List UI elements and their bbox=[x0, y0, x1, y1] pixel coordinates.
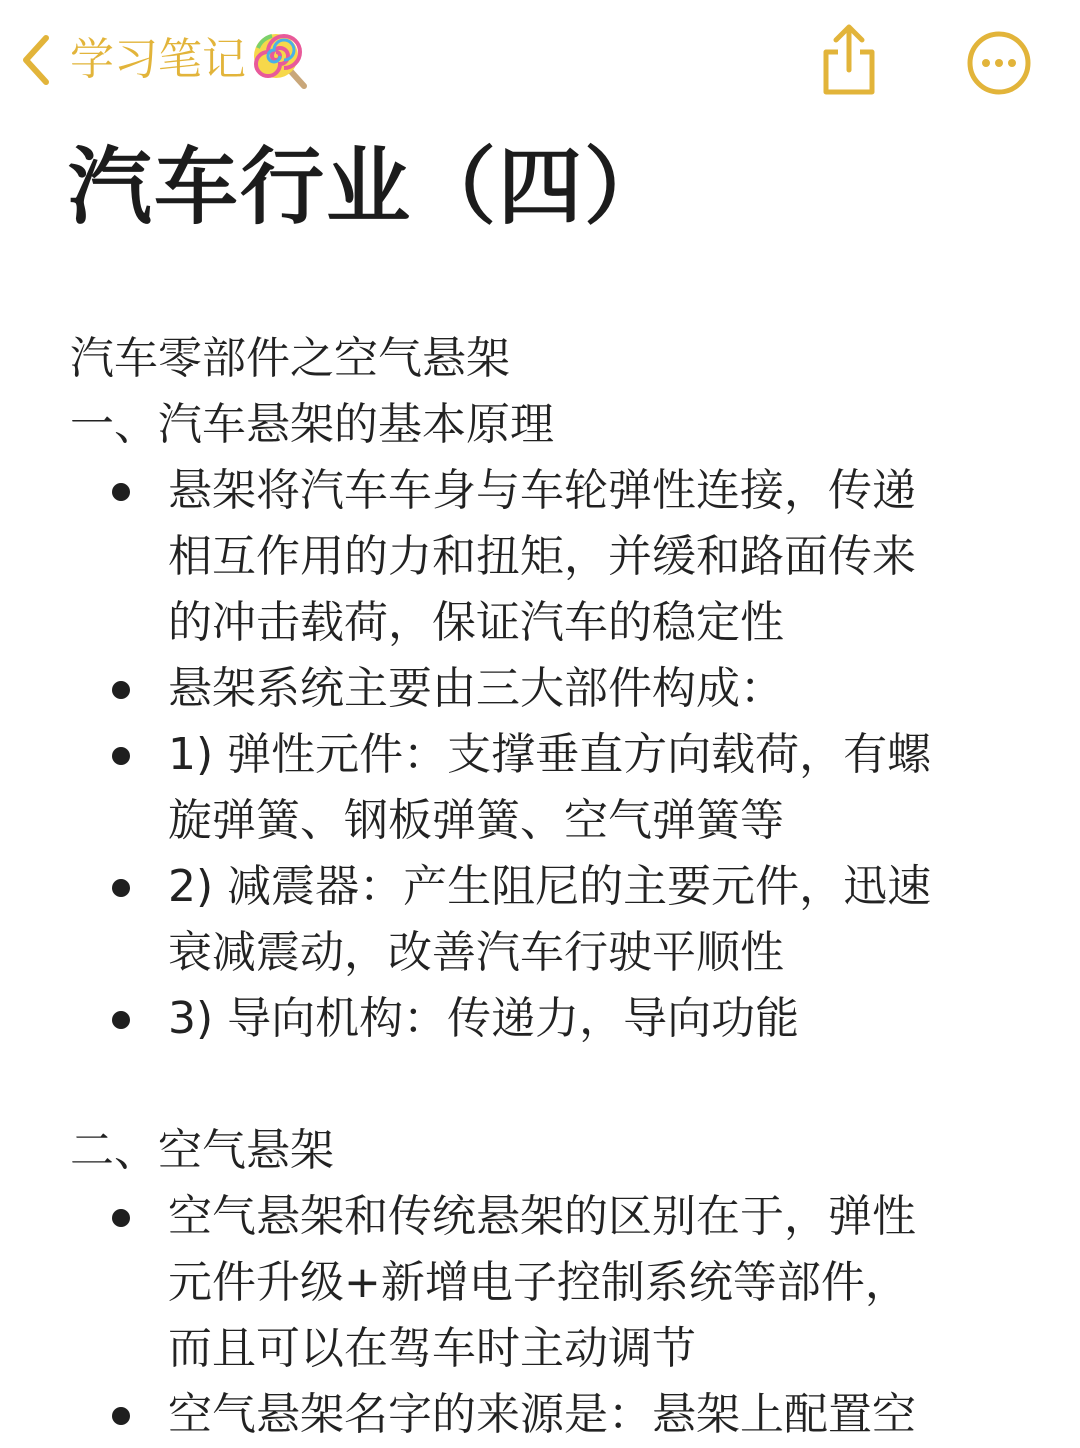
more-button[interactable] bbox=[966, 30, 1032, 96]
note-title: 汽车行业（四） bbox=[68, 138, 671, 236]
bullet-text-line: 空气悬架名字的来源是：悬架上配置空 bbox=[168, 1389, 916, 1440]
bullet-text-line: 相互作用的力和扭矩，并缓和路面传来 bbox=[168, 531, 916, 582]
bullet-list bbox=[70, 458, 1020, 1052]
bullet-text-line: 衰减震动，改善汽车行驶平顺性 bbox=[168, 927, 784, 978]
more-icon bbox=[966, 30, 1032, 96]
share-button[interactable] bbox=[814, 22, 884, 98]
bullet-text-line: 旋弹簧、钢板弹簧、空气弹簧等 bbox=[168, 795, 784, 846]
list-item bbox=[70, 986, 1020, 1052]
bullet-text-line: 而且可以在驾车时主动调节 bbox=[168, 1323, 696, 1374]
list-item bbox=[70, 1184, 1020, 1382]
bullet-text-line: 元件升级+新增电子控制系统等部件， bbox=[168, 1257, 909, 1308]
list-item bbox=[70, 656, 1020, 722]
list-item bbox=[70, 722, 1020, 854]
section-heading: 一、汽车悬架的基本原理 bbox=[70, 399, 554, 450]
back-button[interactable] bbox=[20, 28, 310, 92]
bullet-text-line: 空气悬架和传统悬架的区别在于，弹性 bbox=[168, 1191, 916, 1242]
bullet-text-line: 悬架将汽车车身与车轮弹性连接，传递 bbox=[168, 465, 916, 516]
bullet-text-line: 悬架系统主要由三大部件构成： bbox=[168, 663, 784, 714]
bullet-text-line: 1) 弹性元件：支撑垂直方向载荷，有螺 bbox=[168, 729, 932, 780]
bullet-text-line: 3) 导向机构：传递力，导向功能 bbox=[168, 993, 800, 1044]
list-item bbox=[70, 458, 1020, 656]
lollipop-icon bbox=[250, 30, 310, 90]
navigation-bar bbox=[0, 0, 1080, 120]
bullet-list bbox=[70, 1184, 1020, 1448]
list-item bbox=[70, 1382, 1020, 1448]
list-item bbox=[70, 854, 1020, 986]
bullet-text-line: 2) 减震器：产生阻尼的主要元件，迅速 bbox=[168, 861, 932, 912]
back-label: 学习笔记 bbox=[70, 34, 246, 85]
blank-line bbox=[70, 1052, 1020, 1118]
note-subtitle: 汽车零部件之空气悬架 bbox=[70, 333, 510, 384]
share-icon bbox=[814, 22, 884, 98]
note-body[interactable] bbox=[70, 326, 1020, 1448]
bullet-text-line: 的冲击载荷，保证汽车的稳定性 bbox=[168, 597, 784, 648]
section-heading: 二、空气悬架 bbox=[70, 1125, 334, 1176]
chevron-left-icon bbox=[20, 32, 52, 88]
